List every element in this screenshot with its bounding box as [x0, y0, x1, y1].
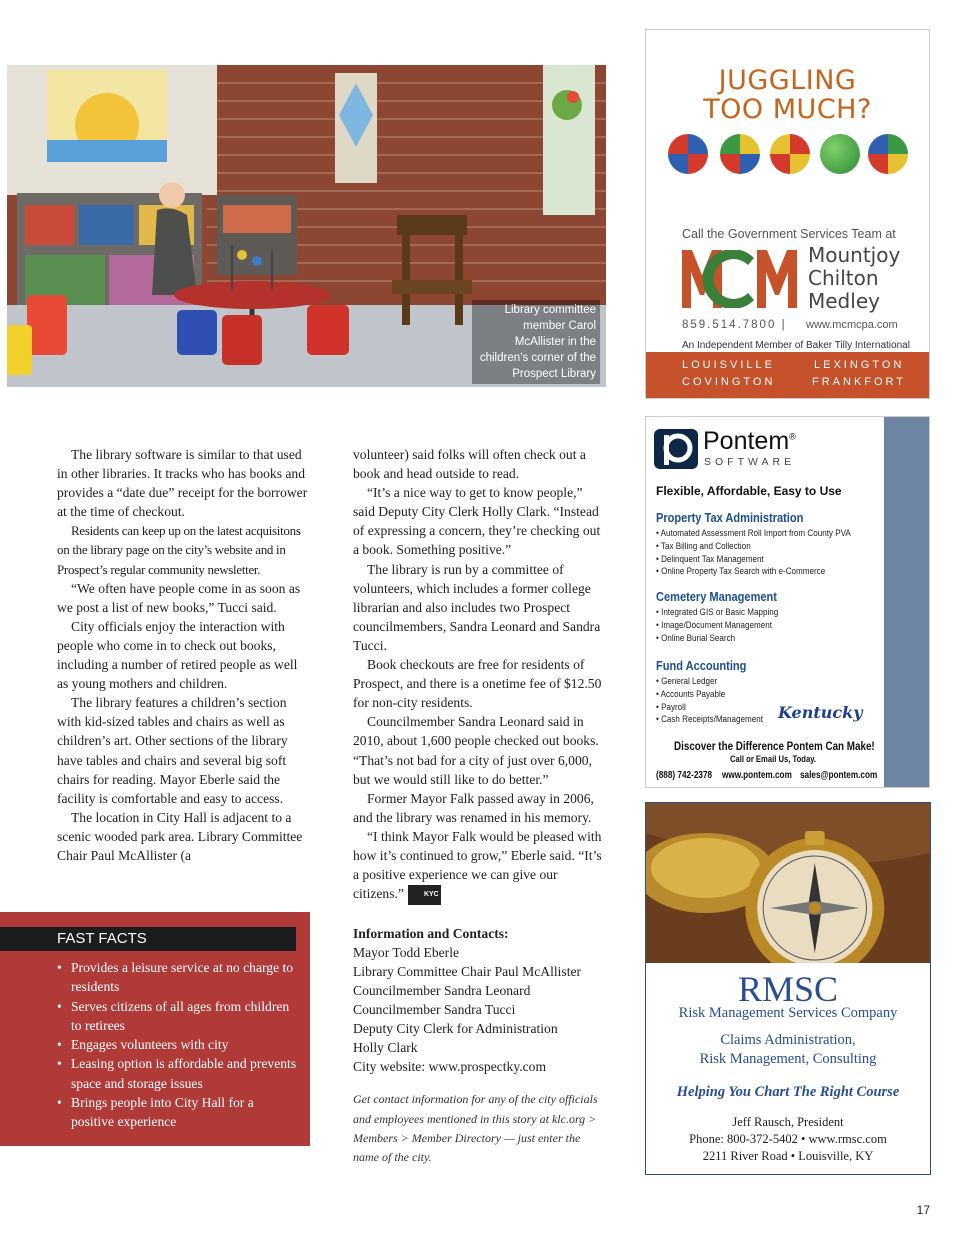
paragraph: The library software is similar to that used in other libraries. It tracks who has books and provides a “date due” receipt for the borrower at the time of checkout. [57, 447, 308, 520]
ad-headline-line: JUGGLING [718, 65, 857, 96]
kentucky-logo: Kentucky [778, 703, 863, 722]
list-item: • Payroll [656, 701, 686, 713]
pontem-tagline: Flexible, Affordable, Easy to Use [656, 484, 842, 498]
paragraph: The library features a children’s section with kid-sized tables and chairs as well as children’s art. Other sections of the library have tables and chairs and several big soft chairs for reading. Mayor Eberle said the facility is comfortable and easy to access. [57, 695, 288, 806]
ad-phone [682, 319, 787, 331]
paragraph: Councilmember Sandra Leonard said in 2010, about 1,600 people checked out books. “That’s not bad for a city of just over 6,000, but we would still like to do better.” [353, 714, 599, 787]
info-line: Councilmember Sandra Leonard [353, 982, 531, 998]
paragraph: Book checkouts are free for residents of Prospect, and there is a onetime fee of $12.50 for non-city residents. [353, 657, 602, 711]
list-item: • Serves citizens of all ages from children to retirees [57, 997, 297, 1036]
list-item-text: Accounts Payable [660, 688, 726, 700]
rmsc-address: 2211 River Road • Louisville, KY [702, 1149, 874, 1163]
rmsc-advertisement[interactable] [645, 802, 931, 1175]
rmsc-services-line: Claims Administration, [720, 1032, 856, 1048]
fast-facts-list [57, 958, 297, 1132]
list-item: • Leasing option is affordable and prevents space and storage issues [57, 1054, 297, 1093]
ad-headline [646, 66, 929, 124]
info-heading: Information and Contacts: [353, 925, 509, 941]
mcm-firm-name [808, 244, 900, 313]
page-number: 17 [916, 1203, 930, 1217]
paragraph: Former Mayor Falk passed away in 2006, and the library was renamed in his memory. [353, 790, 594, 825]
info-line: Library Committee Chair Paul McAllister [353, 963, 582, 979]
paragraph: The library is run by a committee of volunteers, which includes a former college librarian and also includes two Prospect councilmembers, Sandra Leonard and Sandra Tucci. [353, 561, 601, 653]
juggling-ball-icon [868, 134, 908, 174]
list-item-text: Online Property Tax Search with e-Commerce [661, 566, 826, 578]
ad-website-link[interactable]: www.mcmcpa.com [806, 319, 898, 331]
mcm-advertisement[interactable] [645, 29, 930, 399]
compass-image [646, 803, 930, 963]
section-list [656, 607, 877, 645]
list-item: • Engages volunteers with city [57, 1035, 297, 1054]
list-item: • Provides a leisure service at no charge to residents [57, 958, 297, 997]
rmsc-full-name: Risk Management Services Company [678, 1005, 898, 1021]
info-line-website: City website: www.prospectky.com [353, 1059, 547, 1075]
ad-member-note: An Independent Member of Baker Tilly International [682, 340, 910, 351]
list-item: • Online Burial Search [656, 632, 736, 644]
separator: | [781, 319, 787, 331]
list-item-text: Automated Assessment Roll Import from County PVA [660, 528, 851, 539]
list-item: • Delinquent Tax Management [656, 553, 764, 565]
photo-caption: Library committee member Carol McAllister in the children’s corner of the Prospect Library [472, 300, 600, 384]
list-item: • Brings people into City Hall for a positive experience [57, 1093, 297, 1132]
city-label: LEXINGTON [814, 359, 905, 371]
paragraph: City officials enjoy the interaction with people who come in to check out books, including a number of retired people as well as young mothers and children. [57, 618, 298, 692]
paragraph: volunteer) said folks will often check out a book and head outside to read. [353, 447, 586, 482]
city-band [646, 352, 929, 398]
pontem-brand [703, 427, 796, 456]
info-line: Mayor Todd Eberle [353, 944, 460, 960]
ad-call-text: Call the Government Services Team at [682, 227, 896, 241]
call-line: Call or Email Us, Today. [730, 754, 817, 764]
rmsc-phone-web: Phone: 800-372-5402 • www.rmsc.com [689, 1132, 887, 1146]
section-heading: Cemetery Management [656, 589, 777, 604]
list-item: • Automated Assessment Roll Import from County PVA [656, 528, 851, 539]
rmsc-brand: RMSC [737, 969, 839, 1009]
pontem-logo-icon [654, 429, 698, 469]
list-item: • Tax Billing and Collection [656, 540, 751, 552]
firm-name-line: Mountjoy [808, 243, 901, 267]
pontem-email-link[interactable]: sales@pontem.com [800, 770, 878, 781]
paragraph-last [353, 827, 605, 905]
discover-line: Discover the Difference Pontem Can Make! [674, 739, 875, 753]
mcm-logo-icon [682, 250, 797, 308]
info-line: Councilmember Sandra Tucci [353, 1001, 516, 1017]
registered-mark: ® [789, 431, 796, 442]
juggling-ball-icon [820, 134, 860, 174]
paragraph: The location in City Hall is adjacent to a scenic wooded park area. Library Committee Chair Paul McAllister (a [57, 809, 303, 863]
list-item-text: Payroll [661, 701, 686, 713]
fast-facts-box [0, 912, 310, 1146]
fast-facts-title: FAST FACTS [0, 927, 296, 951]
rmsc-services-line: Risk Management, Consulting [699, 1051, 877, 1067]
list-item: • Online Property Tax Search with e-Commerce [656, 566, 826, 578]
info-line: Deputy City Clerk for Administration [353, 1021, 558, 1037]
city-label: FRANKFORT [812, 376, 907, 388]
pontem-software-label: SOFTWARE [704, 456, 796, 468]
juggling-ball-icon [770, 134, 810, 174]
rmsc-contact-name: Jeff Rausch, President [732, 1115, 844, 1129]
library-photo [7, 65, 606, 387]
list-item: • Integrated GIS or Basic Mapping [656, 607, 779, 618]
pontem-website-link[interactable]: www.pontem.com [722, 770, 792, 781]
list-item: • General Ledger [656, 676, 718, 687]
list-item-text: Image/Document Management [661, 619, 772, 631]
list-item-text: Integrated GIS or Basic Mapping [661, 607, 779, 618]
info-line: Holly Clark [353, 1040, 418, 1056]
article-column-1 [57, 445, 309, 865]
list-item-text: General Ledger [661, 676, 718, 687]
section-list [656, 528, 877, 579]
ad-headline-line: TOO MUCH? [703, 94, 872, 125]
brand-text: Pontem [703, 427, 790, 455]
juggling-ball-icon [668, 134, 708, 174]
kyc-end-mark: KYC [408, 885, 441, 904]
article-column-2 [353, 445, 605, 1168]
closing-quote: “I think Mayor Falk would be pleased with how it’s continued to grow,” Eberle said. “It’s a positive experience we can give our citizens.” [353, 828, 602, 902]
paragraph: “It’s a nice way to get to know people,” said Deputy City Clerk Holly Clark. “Instead of expressing a concern, they’re checking out a book. Something positive.” [353, 485, 601, 558]
section-heading: Property Tax Administration [656, 510, 804, 525]
firm-name-line: Medley [808, 289, 880, 313]
list-item-text: Cash Receipts/Management [661, 714, 763, 726]
pontem-advertisement[interactable] [645, 416, 930, 788]
paragraph: “We often have people come in as soon as we post a list of new books,” Tucci said. [57, 580, 301, 615]
phone-number: 859.514.7800 [682, 319, 777, 331]
rmsc-slogan: Helping You Chart The Right Course [676, 1084, 900, 1100]
firm-name-line: Chilton [808, 266, 879, 290]
decorative-strip [884, 417, 929, 787]
list-item: • Accounts Payable [656, 688, 726, 700]
section-heading: Fund Accounting [656, 658, 747, 673]
pontem-phone: (888) 742-2378 [656, 770, 713, 781]
juggling-ball-icon [720, 134, 760, 174]
city-label: LOUISVILLE [682, 359, 775, 371]
list-item-text: Tax Billing and Collection [660, 540, 751, 552]
contact-note: Get contact information for any of the city officials and employees mentioned in this story at klc.org > Members > Member Directory — just enter the name of the city. [353, 1092, 598, 1165]
city-label: COVINGTON [682, 376, 776, 388]
list-item-text: Online Burial Search [661, 632, 736, 644]
list-item-text: Delinquent Tax Management [661, 553, 764, 565]
paragraph: Residents can keep up on the latest acquisitons on the library page on the city’s website and in Prospect’s regular community newsletter. [57, 523, 301, 577]
list-item: • Image/Document Management [656, 619, 772, 631]
list-item: • Cash Receipts/Management [656, 714, 763, 726]
